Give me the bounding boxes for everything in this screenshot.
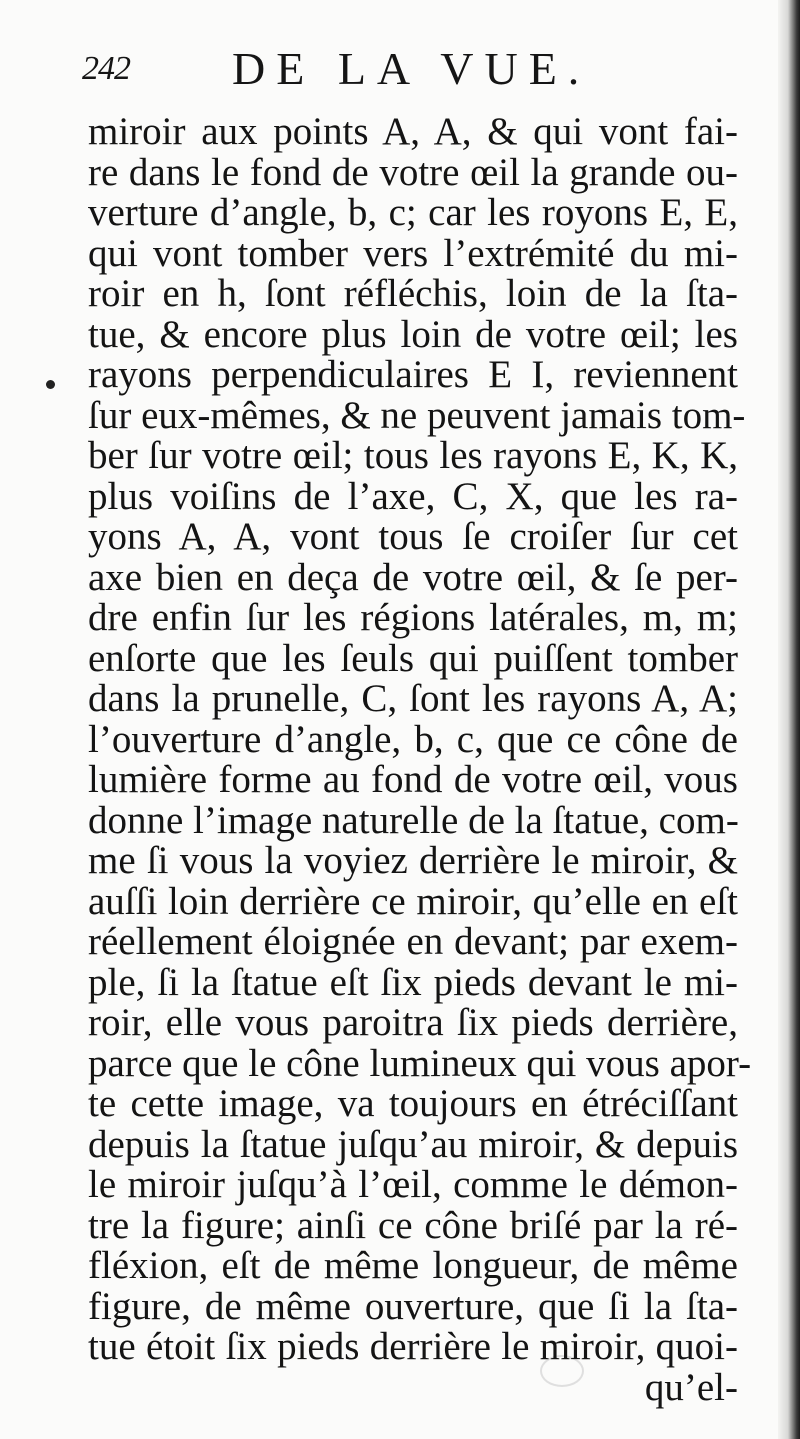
text-line: parce que le cône lumineux qui vous apor- <box>88 1041 752 1085</box>
page-number: 242 <box>82 50 130 87</box>
text-line: te cette image, va toujours en étréciſſant <box>88 1082 738 1125</box>
body-text <box>88 110 752 1409</box>
text-line: l’ouverture d’angle, b, c, que ce cône de <box>88 717 738 761</box>
running-title: DE LA VUE. <box>232 43 591 94</box>
text-line: verture d’angle, b, c; car les royons E, E, <box>88 191 738 234</box>
text-line: rayons perpendiculaires E I, reviennent <box>88 353 738 396</box>
text-line: auſſi loin derrière ce miroir, qu’elle en eſt <box>88 879 738 923</box>
text-line: tre la figure; ainſi ce cône briſé par la ré- <box>88 1203 738 1247</box>
text-line: qui vont tomber vers l’extrémité du mi- <box>88 231 738 275</box>
text-line: fléxion, eſt de même longueur, de même <box>88 1244 738 1287</box>
text-line: donne l’image naturelle de la ſtatue, com- <box>88 798 739 842</box>
text-line: tue, & encore plus loin de votre œil; les <box>88 312 738 356</box>
text-line: enſorte que les ſeuls qui puiſſent tomber <box>88 636 738 680</box>
text-line: roir, elle vous paroitra ſix pieds derrière, <box>88 1001 738 1044</box>
running-head <box>82 42 742 102</box>
text-line: depuis la ſtatue juſqu’au miroir, & depuis <box>88 1122 738 1166</box>
text-line: ple, ſi la ſtatue eſt ſix pieds devant le mi- <box>88 960 738 1004</box>
text-line: ber ſur votre œil; tous les rayons E, K, K, <box>88 434 738 477</box>
text-line: le miroir juſqu’à l’œil, comme le démon- <box>88 1163 738 1206</box>
text-line: réellement éloignée en devant; par exem- <box>88 920 738 963</box>
page-edge-shadow <box>778 0 800 1439</box>
text-line: tue étoit ſix pieds derrière le miroir, quoi- <box>88 1325 738 1368</box>
text-line: axe bien en deça de votre œil, & ſe per- <box>88 555 738 599</box>
catchword: qu’el- <box>644 1365 738 1409</box>
margin-ink-dot <box>46 380 55 389</box>
text-line: figure, de même ouverture, que ſi la ſta- <box>88 1284 738 1328</box>
text-line: yons A, A, vont tous ſe croiſer ſur cet <box>88 515 738 558</box>
text-line: dre enfin ſur les régions latérales, m, m; <box>88 596 738 639</box>
text-line: plus voiſins de l’axe, C, X, que les ra- <box>88 474 738 518</box>
text-line: lumière forme au fond de votre œil, vous <box>88 758 738 801</box>
text-line: miroir aux points A, A, & qui vont fai- <box>88 110 738 153</box>
text-line: ſur eux-mêmes, & ne peuvent jamais tom- <box>88 393 746 437</box>
text-line: re dans le fond de votre œil la grande ou- <box>88 150 738 194</box>
text-line: me ſi vous la voyiez derrière le miroir, & <box>88 839 738 882</box>
text-line: roir en h, ſont réfléchis, loin de la ſta- <box>88 272 738 315</box>
text-line: dans la prunelle, C, ſont les rayons A, A; <box>88 677 738 720</box>
